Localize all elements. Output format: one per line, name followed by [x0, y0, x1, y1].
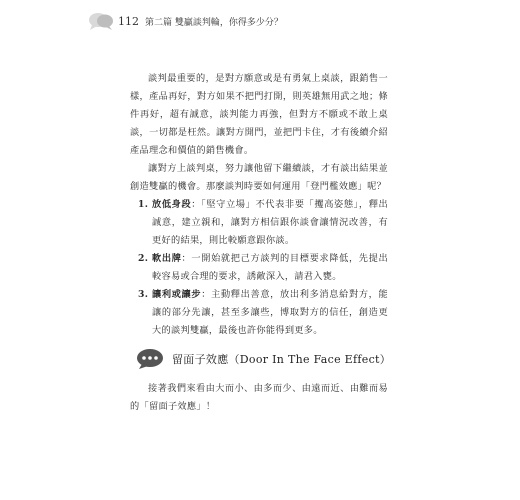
chapter-title: 第二篇 雙贏談判輪，你得多少分？: [145, 17, 283, 28]
list-item: [130, 286, 388, 340]
speech-bubble-icon: [136, 348, 164, 370]
paragraph: 談判最重要的，是對方願意或是有勇氣上桌談，跟銷售一樣，產品再好，對方如果不把門打開，則英雄無用武之地；條件再好，超有誠意，談判能力再強，但對方不願或不敢上桌談，一切都是枉然。讓對方開門，並把門卡住，才有後續介紹產品理念和價值的銷售機會。: [130, 73, 388, 156]
section-title: 留面子效應（Door In The Face Effect）: [172, 353, 392, 366]
section-heading: [136, 348, 391, 370]
list-item: [130, 250, 388, 286]
closing-paragraph: [130, 380, 388, 416]
page-header: [88, 10, 283, 32]
paragraph: 讓對方上談判桌，努力讓他留下繼續談，才有談出結果並創造雙贏的機會。那麼談判時要如何運用「登門檻效應」呢？: [130, 163, 388, 192]
paragraph: 接著我們來看由大而小、由多而少、由遠而近、由難而易的「留面子效應」！: [130, 383, 388, 412]
list-number: 3.: [138, 289, 149, 300]
strategy-list: [130, 196, 388, 340]
main-text: [130, 70, 388, 340]
list-number: 1.: [138, 199, 149, 210]
list-text: ：「堅守立場」不代表非要「攫高姿態」，釋出誠意，建立親和，讓對方相信跟你談會讓情況改善，有更好的結果，則比較願意跟你談。: [152, 199, 388, 246]
list-number: 2.: [138, 253, 149, 264]
page-number: 112: [118, 14, 139, 28]
list-text: ：主動釋出善意，放出利多消息給對方，能讓的部分先讓，甚至多讓些，博取對方的信任，創造更大的談判雙贏，最後也許你能得到更多。: [152, 289, 389, 336]
list-text: ：一開始就把己方談判的目標要求降低，先提出較容易或合理的要求，誘敵深入，請君入甕。: [152, 253, 388, 282]
speech-bubble-icon: [88, 11, 114, 31]
list-item: [130, 196, 388, 250]
list-term: 軟出牌: [152, 253, 182, 264]
list-term: 放低身段: [152, 199, 192, 210]
list-term: 讓利或讓步: [152, 289, 202, 300]
